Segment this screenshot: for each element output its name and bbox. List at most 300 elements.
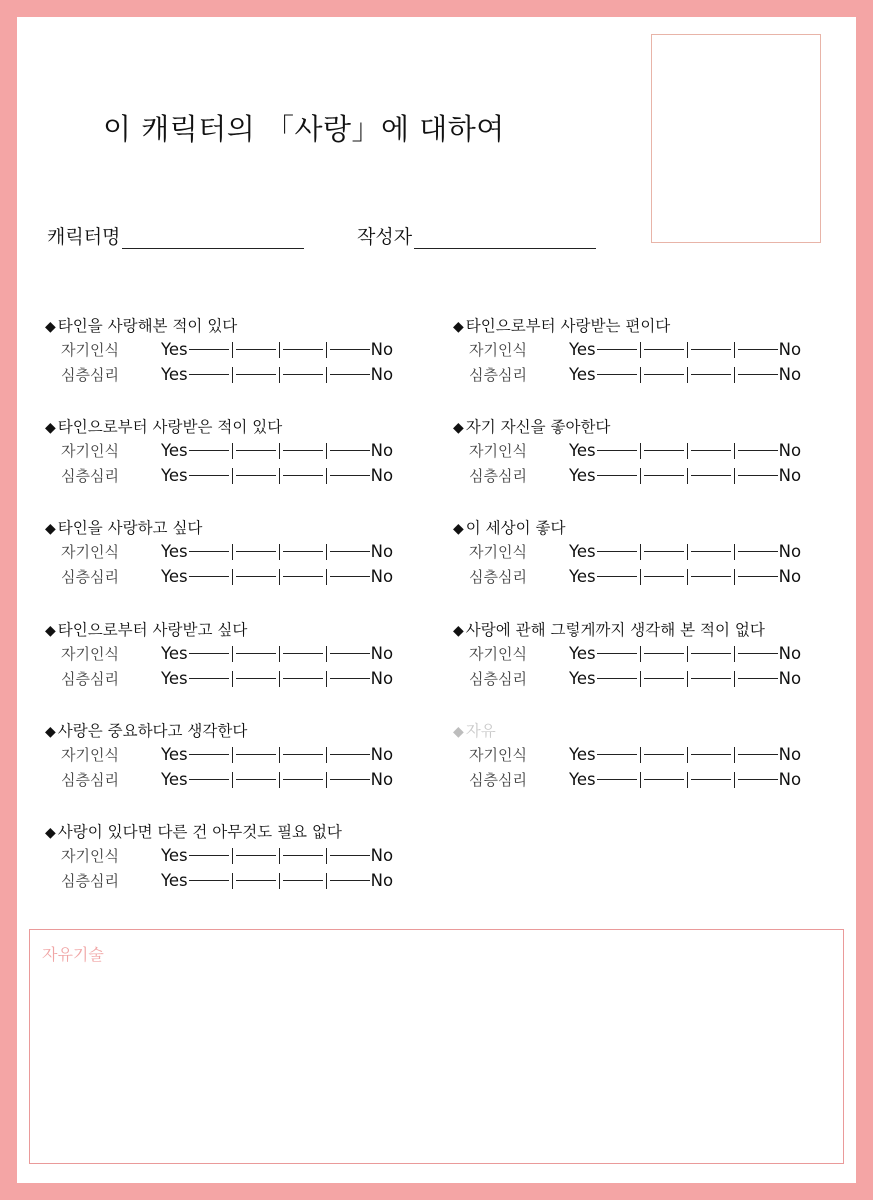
scale-segment: [330, 880, 370, 881]
scale-segment: [644, 475, 684, 476]
deep-psychology-label: 심층심리: [61, 670, 119, 688]
scale-tick[interactable]: [279, 443, 280, 459]
scale-segment: [738, 475, 778, 476]
scale-tick[interactable]: [640, 367, 641, 383]
scale-tick[interactable]: [232, 569, 233, 585]
scale-segment: [189, 855, 229, 856]
question-block: [453, 517, 853, 589]
question-heading: [453, 517, 853, 539]
scale-segment: [691, 374, 731, 375]
question-heading: [453, 416, 853, 438]
yes-label: Yes: [569, 745, 596, 764]
scale-tick[interactable]: [734, 569, 735, 585]
scale-segment: [283, 450, 323, 451]
question-block: [45, 315, 445, 387]
scale-segment: [330, 576, 370, 577]
scale-tick[interactable]: [279, 569, 280, 585]
yes-label: Yes: [569, 770, 596, 789]
scale-segment: [283, 475, 323, 476]
scale-segment: [236, 779, 276, 780]
photo-box[interactable]: [651, 34, 821, 243]
scale-segment: [644, 551, 684, 552]
yes-label: Yes: [161, 365, 188, 384]
diamond-bullet-icon: ◆: [45, 319, 56, 335]
rating-scale-bar[interactable]: [189, 567, 370, 587]
question-block: [45, 720, 445, 792]
no-label: No: [370, 644, 394, 663]
rating-scale-bar[interactable]: [597, 340, 778, 360]
no-label: No: [370, 669, 394, 688]
scale-segment: [330, 678, 370, 679]
self-awareness-scale[interactable]: [45, 641, 445, 666]
scale-tick[interactable]: [687, 569, 688, 585]
scale-segment: [330, 475, 370, 476]
self-awareness-scale[interactable]: [45, 843, 445, 868]
scale-tick[interactable]: [640, 468, 641, 484]
deep-psychology-label: 심층심리: [61, 467, 119, 485]
rating-scale-bar[interactable]: [597, 567, 778, 587]
scale-segment: [597, 779, 637, 780]
scale-tick[interactable]: [326, 646, 327, 662]
scale-segment: [189, 349, 229, 350]
scale-tick[interactable]: [326, 671, 327, 687]
question-text: 이 세상이 좋다: [465, 519, 566, 537]
question-block: [45, 416, 445, 488]
scale-segment: [189, 880, 229, 881]
scale-tick[interactable]: [687, 544, 688, 560]
author-field[interactable]: [357, 222, 596, 249]
scale-tick[interactable]: [232, 544, 233, 560]
scale-segment: [644, 349, 684, 350]
yes-label: Yes: [569, 542, 596, 561]
self-awareness-scale[interactable]: [453, 641, 853, 666]
question-heading: [453, 720, 853, 742]
scale-segment: [330, 754, 370, 755]
yes-label: Yes: [569, 441, 596, 460]
no-label: No: [778, 466, 802, 485]
scale-segment: [236, 855, 276, 856]
yes-label: Yes: [569, 567, 596, 586]
question-block: [453, 416, 853, 488]
scale-tick[interactable]: [687, 747, 688, 763]
scale-tick[interactable]: [734, 747, 735, 763]
scale-tick[interactable]: [279, 671, 280, 687]
scale-segment: [330, 779, 370, 780]
scale-segment: [644, 678, 684, 679]
scale-segment: [691, 349, 731, 350]
scale-segment: [738, 779, 778, 780]
scale-tick[interactable]: [687, 671, 688, 687]
question-heading: [453, 619, 853, 641]
no-label: No: [778, 542, 802, 561]
scale-segment: [189, 754, 229, 755]
deep-psychology-label: 심층심리: [469, 670, 527, 688]
no-label: No: [778, 567, 802, 586]
scale-tick[interactable]: [734, 367, 735, 383]
deep-psychology-label: 심층심리: [469, 366, 527, 384]
rating-scale-bar[interactable]: [189, 770, 370, 790]
scale-segment: [738, 653, 778, 654]
scale-segment: [189, 475, 229, 476]
yes-label: Yes: [161, 770, 188, 789]
no-label: No: [778, 340, 802, 359]
deep-psychology-scale[interactable]: [453, 564, 853, 589]
deep-psychology-label: 심층심리: [61, 366, 119, 384]
scale-tick[interactable]: [640, 747, 641, 763]
deep-psychology-scale[interactable]: [45, 666, 445, 691]
question-text: 자유: [465, 722, 496, 740]
scale-tick[interactable]: [232, 848, 233, 864]
form-page: [17, 17, 856, 1183]
scale-segment: [597, 576, 637, 577]
no-label: No: [778, 441, 802, 460]
rating-scale-bar[interactable]: [189, 745, 370, 765]
deep-psychology-label: 심층심리: [61, 872, 119, 890]
scale-tick[interactable]: [326, 443, 327, 459]
scale-segment: [236, 475, 276, 476]
deep-psychology-scale[interactable]: [453, 362, 853, 387]
question-heading: [45, 720, 445, 742]
no-label: No: [370, 542, 394, 561]
self-awareness-label: 자기인식: [61, 746, 119, 764]
scale-tick[interactable]: [734, 468, 735, 484]
scale-tick[interactable]: [326, 342, 327, 358]
scale-tick[interactable]: [734, 443, 735, 459]
scale-segment: [236, 678, 276, 679]
scale-segment: [236, 880, 276, 881]
self-awareness-label: 자기인식: [469, 746, 527, 764]
no-label: No: [778, 644, 802, 663]
scale-segment: [691, 551, 731, 552]
scale-tick[interactable]: [687, 646, 688, 662]
scale-tick[interactable]: [734, 544, 735, 560]
question-text: 타인으로부터 사랑받고 싶다: [57, 621, 248, 639]
rating-scale-bar[interactable]: [597, 770, 778, 790]
scale-segment: [283, 855, 323, 856]
scale-segment: [597, 374, 637, 375]
scale-segment: [597, 754, 637, 755]
scale-segment: [691, 576, 731, 577]
scale-segment: [644, 653, 684, 654]
deep-psychology-scale[interactable]: [45, 362, 445, 387]
diamond-bullet-icon: ◆: [453, 724, 464, 740]
rating-scale-bar[interactable]: [189, 466, 370, 486]
scale-segment: [644, 450, 684, 451]
scale-segment: [738, 678, 778, 679]
scale-tick[interactable]: [687, 468, 688, 484]
no-label: No: [778, 745, 802, 764]
scale-tick[interactable]: [232, 367, 233, 383]
scale-segment: [283, 576, 323, 577]
diamond-bullet-icon: ◆: [453, 521, 464, 537]
no-label: No: [370, 745, 394, 764]
deep-psychology-label: 심층심리: [469, 467, 527, 485]
scale-tick[interactable]: [640, 671, 641, 687]
rating-scale-bar[interactable]: [189, 871, 370, 891]
scale-segment: [189, 450, 229, 451]
yes-label: Yes: [569, 340, 596, 359]
self-awareness-scale[interactable]: [45, 337, 445, 362]
page-title: 이 캐릭터의 「사랑」에 대하여: [103, 112, 505, 146]
scale-tick[interactable]: [326, 747, 327, 763]
scale-tick[interactable]: [640, 569, 641, 585]
question-heading: [45, 315, 445, 337]
scale-segment: [330, 551, 370, 552]
rating-scale-bar[interactable]: [597, 441, 778, 461]
scale-tick[interactable]: [279, 848, 280, 864]
question-text: 타인으로부터 사랑받는 편이다: [465, 317, 671, 335]
scale-segment: [597, 653, 637, 654]
question-block: [453, 619, 853, 691]
scale-segment: [189, 779, 229, 780]
self-awareness-scale[interactable]: [453, 742, 853, 767]
yes-label: Yes: [569, 644, 596, 663]
rating-scale-bar[interactable]: [597, 669, 778, 689]
scale-tick[interactable]: [279, 468, 280, 484]
no-label: No: [778, 365, 802, 384]
diamond-bullet-icon: ◆: [453, 319, 464, 335]
scale-tick[interactable]: [687, 443, 688, 459]
rating-scale-bar[interactable]: [189, 441, 370, 461]
scale-tick[interactable]: [640, 646, 641, 662]
scale-segment: [738, 450, 778, 451]
scale-tick[interactable]: [326, 569, 327, 585]
deep-psychology-scale[interactable]: [453, 666, 853, 691]
rating-scale-bar[interactable]: [597, 365, 778, 385]
scale-tick[interactable]: [687, 367, 688, 383]
rating-scale-bar[interactable]: [597, 466, 778, 486]
self-awareness-scale[interactable]: [453, 539, 853, 564]
self-awareness-label: 자기인식: [469, 543, 527, 561]
self-awareness-scale[interactable]: [45, 438, 445, 463]
self-awareness-label: 자기인식: [61, 341, 119, 359]
scale-segment: [236, 349, 276, 350]
self-awareness-label: 자기인식: [61, 442, 119, 460]
deep-psychology-scale[interactable]: [45, 463, 445, 488]
scale-segment: [283, 349, 323, 350]
free-description-box[interactable]: [29, 929, 844, 1164]
scale-tick[interactable]: [279, 747, 280, 763]
scale-tick[interactable]: [232, 772, 233, 788]
yes-label: Yes: [161, 340, 188, 359]
scale-tick[interactable]: [734, 342, 735, 358]
deep-psychology-scale[interactable]: [45, 564, 445, 589]
self-awareness-label: 자기인식: [469, 341, 527, 359]
no-label: No: [370, 770, 394, 789]
scale-segment: [236, 576, 276, 577]
yes-label: Yes: [569, 466, 596, 485]
scale-segment: [691, 779, 731, 780]
rating-scale-bar[interactable]: [189, 644, 370, 664]
no-label: No: [370, 846, 394, 865]
deep-psychology-label: 심층심리: [61, 568, 119, 586]
yes-label: Yes: [161, 644, 188, 663]
scale-segment: [236, 551, 276, 552]
scale-segment: [597, 349, 637, 350]
scale-segment: [330, 349, 370, 350]
scale-tick[interactable]: [687, 342, 688, 358]
scale-tick[interactable]: [326, 848, 327, 864]
scale-tick[interactable]: [640, 443, 641, 459]
self-awareness-scale[interactable]: [453, 438, 853, 463]
self-awareness-label: 자기인식: [469, 645, 527, 663]
yes-label: Yes: [161, 745, 188, 764]
diamond-bullet-icon: ◆: [453, 420, 464, 436]
yes-label: Yes: [569, 669, 596, 688]
diamond-bullet-icon: ◆: [45, 623, 56, 639]
scale-tick[interactable]: [279, 873, 280, 889]
scale-segment: [236, 374, 276, 375]
scale-segment: [189, 678, 229, 679]
question-heading: [45, 416, 445, 438]
self-awareness-scale[interactable]: [45, 742, 445, 767]
free-description-label: 자유기술: [42, 945, 104, 964]
scale-tick[interactable]: [734, 646, 735, 662]
scale-tick[interactable]: [232, 671, 233, 687]
scale-segment: [189, 653, 229, 654]
scale-segment: [738, 349, 778, 350]
rating-scale-bar[interactable]: [597, 542, 778, 562]
rating-scale-bar[interactable]: [597, 644, 778, 664]
no-label: No: [778, 669, 802, 688]
scale-segment: [330, 855, 370, 856]
question-text: 사랑에 관해 그렇게까지 생각해 본 적이 없다: [465, 621, 765, 639]
rating-scale-bar[interactable]: [189, 340, 370, 360]
scale-segment: [691, 653, 731, 654]
scale-segment: [691, 450, 731, 451]
scale-tick[interactable]: [232, 443, 233, 459]
scale-segment: [644, 576, 684, 577]
scale-segment: [597, 450, 637, 451]
question-block: [453, 720, 853, 792]
scale-tick[interactable]: [734, 671, 735, 687]
scale-tick[interactable]: [640, 544, 641, 560]
rating-scale-bar[interactable]: [597, 745, 778, 765]
scale-segment: [691, 678, 731, 679]
scale-tick[interactable]: [326, 772, 327, 788]
character-name-field[interactable]: [47, 222, 304, 249]
diamond-bullet-icon: ◆: [45, 724, 56, 740]
scale-segment: [691, 475, 731, 476]
scale-tick[interactable]: [279, 342, 280, 358]
question-block: [45, 821, 445, 893]
diamond-bullet-icon: ◆: [45, 825, 56, 841]
deep-psychology-scale[interactable]: [45, 868, 445, 893]
scale-segment: [236, 653, 276, 654]
scale-tick[interactable]: [232, 342, 233, 358]
question-block: [453, 315, 853, 387]
scale-tick[interactable]: [232, 747, 233, 763]
yes-label: Yes: [161, 846, 188, 865]
author-label: 작성자: [357, 226, 413, 248]
scale-tick[interactable]: [326, 468, 327, 484]
rating-scale-bar[interactable]: [189, 542, 370, 562]
scale-segment: [644, 374, 684, 375]
scale-tick[interactable]: [640, 772, 641, 788]
deep-psychology-scale[interactable]: [45, 767, 445, 792]
scale-segment: [644, 754, 684, 755]
scale-segment: [283, 653, 323, 654]
scale-segment: [738, 551, 778, 552]
no-label: No: [370, 340, 394, 359]
scale-tick[interactable]: [232, 468, 233, 484]
yes-label: Yes: [161, 441, 188, 460]
scale-segment: [330, 374, 370, 375]
question-heading: [45, 821, 445, 843]
scale-segment: [236, 754, 276, 755]
self-awareness-label: 자기인식: [61, 847, 119, 865]
scale-tick[interactable]: [279, 367, 280, 383]
deep-psychology-scale[interactable]: [453, 463, 853, 488]
rating-scale-bar[interactable]: [189, 846, 370, 866]
character-name-label: 캐릭터명: [47, 226, 121, 248]
scale-segment: [283, 678, 323, 679]
diamond-bullet-icon: ◆: [45, 420, 56, 436]
scale-segment: [189, 551, 229, 552]
question-text: 타인을 사랑해본 적이 있다: [57, 317, 238, 335]
scale-tick[interactable]: [326, 544, 327, 560]
scale-tick[interactable]: [326, 873, 327, 889]
no-label: No: [778, 770, 802, 789]
no-label: No: [370, 441, 394, 460]
deep-psychology-label: 심층심리: [469, 568, 527, 586]
scale-tick[interactable]: [279, 772, 280, 788]
scale-segment: [597, 475, 637, 476]
self-awareness-label: 자기인식: [61, 645, 119, 663]
scale-segment: [597, 678, 637, 679]
yes-label: Yes: [161, 871, 188, 890]
question-text: 타인을 사랑하고 싶다: [57, 519, 203, 537]
no-label: No: [370, 365, 394, 384]
scale-tick[interactable]: [232, 873, 233, 889]
deep-psychology-label: 심층심리: [469, 771, 527, 789]
scale-segment: [283, 779, 323, 780]
scale-tick[interactable]: [326, 367, 327, 383]
yes-label: Yes: [161, 567, 188, 586]
scale-segment: [189, 374, 229, 375]
scale-tick[interactable]: [232, 646, 233, 662]
yes-label: Yes: [161, 669, 188, 688]
scale-segment: [283, 374, 323, 375]
character-name-line[interactable]: [122, 226, 304, 249]
scale-tick[interactable]: [279, 646, 280, 662]
self-awareness-scale[interactable]: [45, 539, 445, 564]
no-label: No: [370, 871, 394, 890]
scale-segment: [738, 374, 778, 375]
deep-psychology-scale[interactable]: [453, 767, 853, 792]
rating-scale-bar[interactable]: [189, 365, 370, 385]
rating-scale-bar[interactable]: [189, 669, 370, 689]
yes-label: Yes: [569, 365, 596, 384]
yes-label: Yes: [161, 542, 188, 561]
question-block: [45, 517, 445, 589]
question-text: 자기 자신을 좋아한다: [465, 418, 611, 436]
scale-tick[interactable]: [640, 342, 641, 358]
scale-tick[interactable]: [687, 772, 688, 788]
scale-segment: [738, 754, 778, 755]
question-text: 사랑이 있다면 다른 건 아무것도 필요 없다: [57, 823, 342, 841]
scale-segment: [189, 576, 229, 577]
author-line[interactable]: [414, 226, 596, 249]
deep-psychology-label: 심층심리: [61, 771, 119, 789]
question-heading: [45, 619, 445, 641]
scale-segment: [691, 754, 731, 755]
self-awareness-scale[interactable]: [453, 337, 853, 362]
scale-tick[interactable]: [279, 544, 280, 560]
scale-tick[interactable]: [734, 772, 735, 788]
question-block: [45, 619, 445, 691]
diamond-bullet-icon: ◆: [45, 521, 56, 537]
